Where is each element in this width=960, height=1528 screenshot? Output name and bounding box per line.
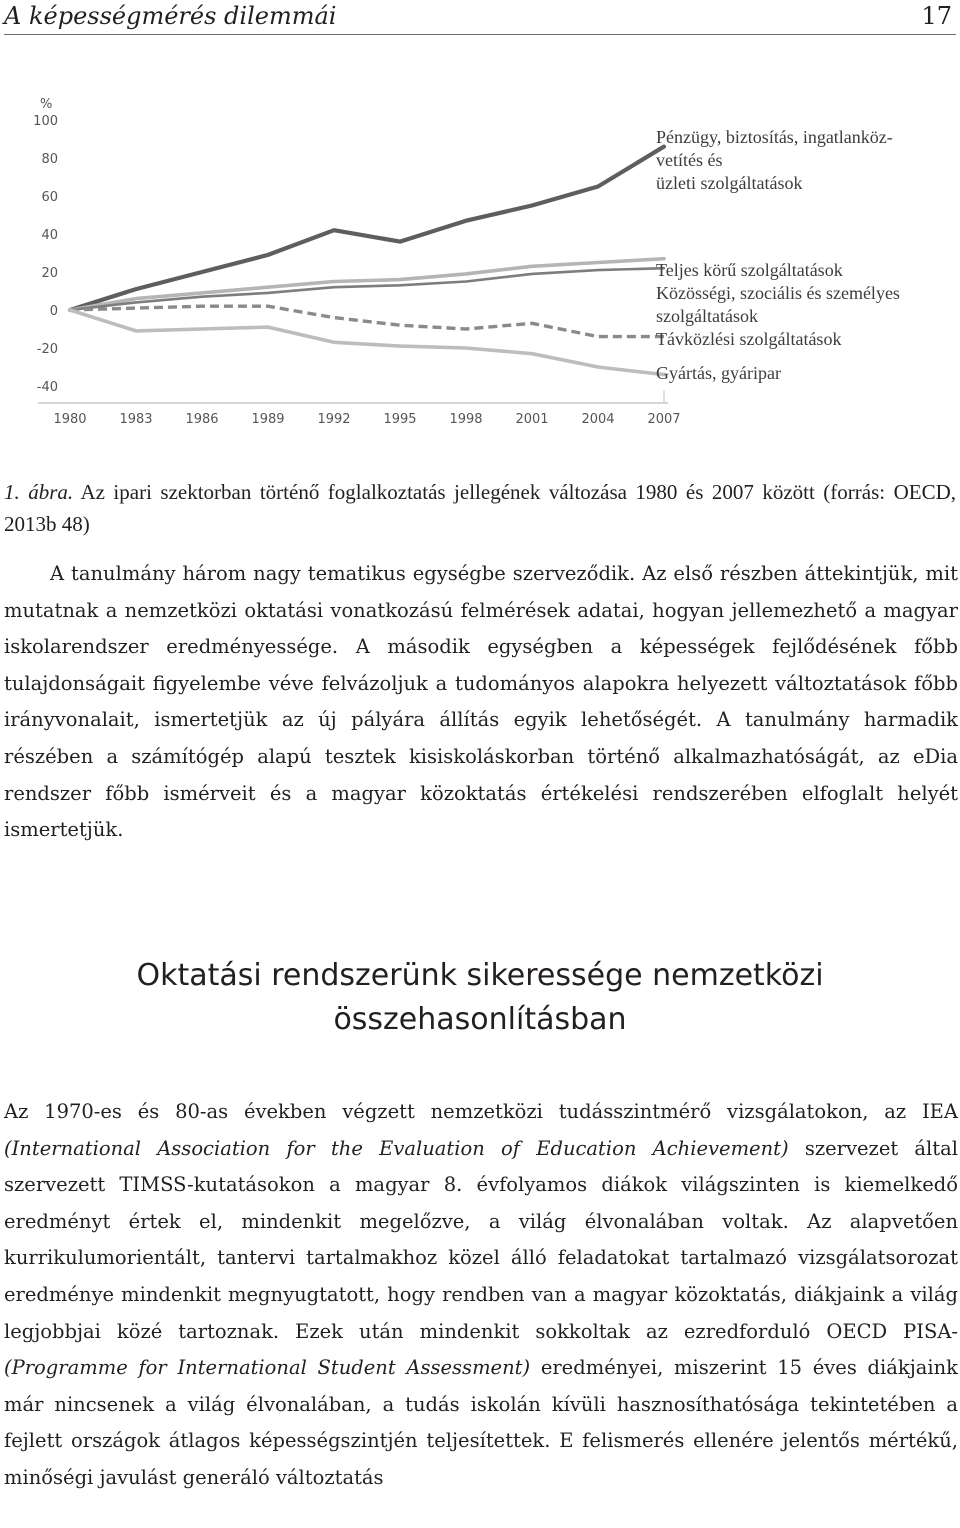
legend-manufacturing: Gyártás, gyáripar bbox=[656, 363, 781, 383]
legend-services bbox=[656, 259, 956, 385]
section-heading-line: Oktatási rendszerünk sikeressége nemzetközi bbox=[136, 958, 824, 993]
figure-caption-label: 1. ábra. bbox=[4, 480, 74, 504]
pisa-full-name: (Programme for International Student Assessment) bbox=[4, 1356, 531, 1380]
intro-paragraph: A tanulmány három nagy tematikus egységbe szerveződik. Az első részben áttekintjük, mit mutatnak a nemzetközi oktatási vonatkozású felmérések adatai, hogyan jellemezhető a magyar iskolarendszer eredményessége. A második egységben a képességek fejlődésének főbb tulajdonságait figyelembe véve felvázoljuk a tudományos alapokra helyezett változtatások főbb irányvonalait, ismertetjük az új pályára állítás egyik lehetőségét. A tanulmány harmadik részében a számítógép alapú tesztek kisiskoláskorban történő alkalmazhatóságát, az eDia rendszer főbb ismérveit és a magyar közoktatás értékelési rendszerében elfoglalt helyét ismertetjük. bbox=[4, 562, 958, 842]
x-tick-label: 1989 bbox=[251, 412, 285, 427]
legend-finance-line: Pénzügy, biztosítás, ingatlanköz- bbox=[656, 127, 893, 147]
x-tick-label: 1986 bbox=[185, 412, 219, 427]
y-tick-label: 100 bbox=[33, 114, 58, 129]
legend-finance-line: üzleti szolgáltatások bbox=[656, 173, 803, 193]
x-tick-label: 2004 bbox=[581, 412, 615, 427]
body-text: szervezet által szervezett TIMSS-kutatásokon a magyar 8. évfolyamos diákok világszinten is kiemelkedő eredményt értek el, mindenkit megelőzve, a világ élvonalában voltak. Az alapvetően kurrikulumorientált, tantervi tartalmakhoz közel álló feladatokat tartalmazó vizsgálatsorozat eredménye mindenkit megnyugtatott, hogy rendben van a magyar közoktatás, diákjaink a világ legjobbjai közé tartoznak. Ezek után mindenkit sokkoltak az ezredforduló OECD PISA- bbox=[4, 1136, 958, 1343]
legend-finance bbox=[656, 126, 956, 195]
series-line-3 bbox=[70, 268, 664, 310]
y-tick-label: 20 bbox=[41, 266, 58, 281]
section-heading-line: összehasonlításban bbox=[333, 1002, 627, 1037]
legend-community-services-cont: szolgáltatások bbox=[656, 306, 758, 326]
iea-full-name: (International Association for the Evaluation of Education Achievement) bbox=[4, 1136, 789, 1160]
x-tick-label: 1983 bbox=[119, 412, 153, 427]
running-title: A képességmérés dilemmái bbox=[4, 2, 337, 30]
legend-finance-line: vetítés és bbox=[656, 150, 723, 170]
y-axis-unit: % bbox=[40, 97, 53, 112]
y-tick-label: 0 bbox=[49, 304, 58, 319]
x-tick-label: 1980 bbox=[53, 412, 87, 427]
x-tick-label: 1998 bbox=[449, 412, 483, 427]
page-number: 17 bbox=[921, 2, 952, 30]
section-heading bbox=[60, 954, 900, 1042]
legend-community-services: Közösségi, szociális és személyes bbox=[656, 283, 900, 303]
figure-caption-text: Az ipari szektorban történő foglalkoztatás jellegének változása 1980 és 2007 között (forrás: OECD, 2013b 48) bbox=[4, 480, 956, 536]
body-text: eredményei, miszerint 15 éves diákjaink már nincsenek a világ élvonalában, a tudás iskolán kívüli hasznosíthatósága tekintetében a fejlett országok átlagos képességszintjén teljesítettek. E felismerés ellenére jelentős mértékű, minőségi javulást generáló változtatás bbox=[4, 1356, 958, 1489]
employment-change-chart bbox=[0, 90, 700, 435]
y-tick-label: 60 bbox=[41, 190, 58, 205]
y-tick-label: -20 bbox=[36, 342, 58, 357]
page-header bbox=[4, 0, 956, 35]
x-tick-label: 2001 bbox=[515, 412, 549, 427]
y-tick-label: -40 bbox=[36, 380, 58, 395]
figure-caption bbox=[4, 476, 956, 540]
body-text: Az 1970-es és 80-as években végzett nemzetközi tudásszintmérő vizsgálatokon, az IEA bbox=[4, 1100, 958, 1123]
legend-telecom: Távközlési szolgáltatások bbox=[656, 329, 842, 349]
y-tick-label: 40 bbox=[41, 228, 58, 243]
y-tick-label: 80 bbox=[41, 152, 58, 167]
x-tick-label: 2007 bbox=[647, 412, 681, 427]
body-paragraph bbox=[4, 1094, 958, 1497]
legend-total-services: Teljes körű szolgáltatások bbox=[656, 260, 843, 280]
x-tick-label: 1995 bbox=[383, 412, 417, 427]
x-tick-label: 1992 bbox=[317, 412, 351, 427]
chart-series bbox=[70, 147, 664, 375]
series-line-4 bbox=[70, 306, 664, 336]
